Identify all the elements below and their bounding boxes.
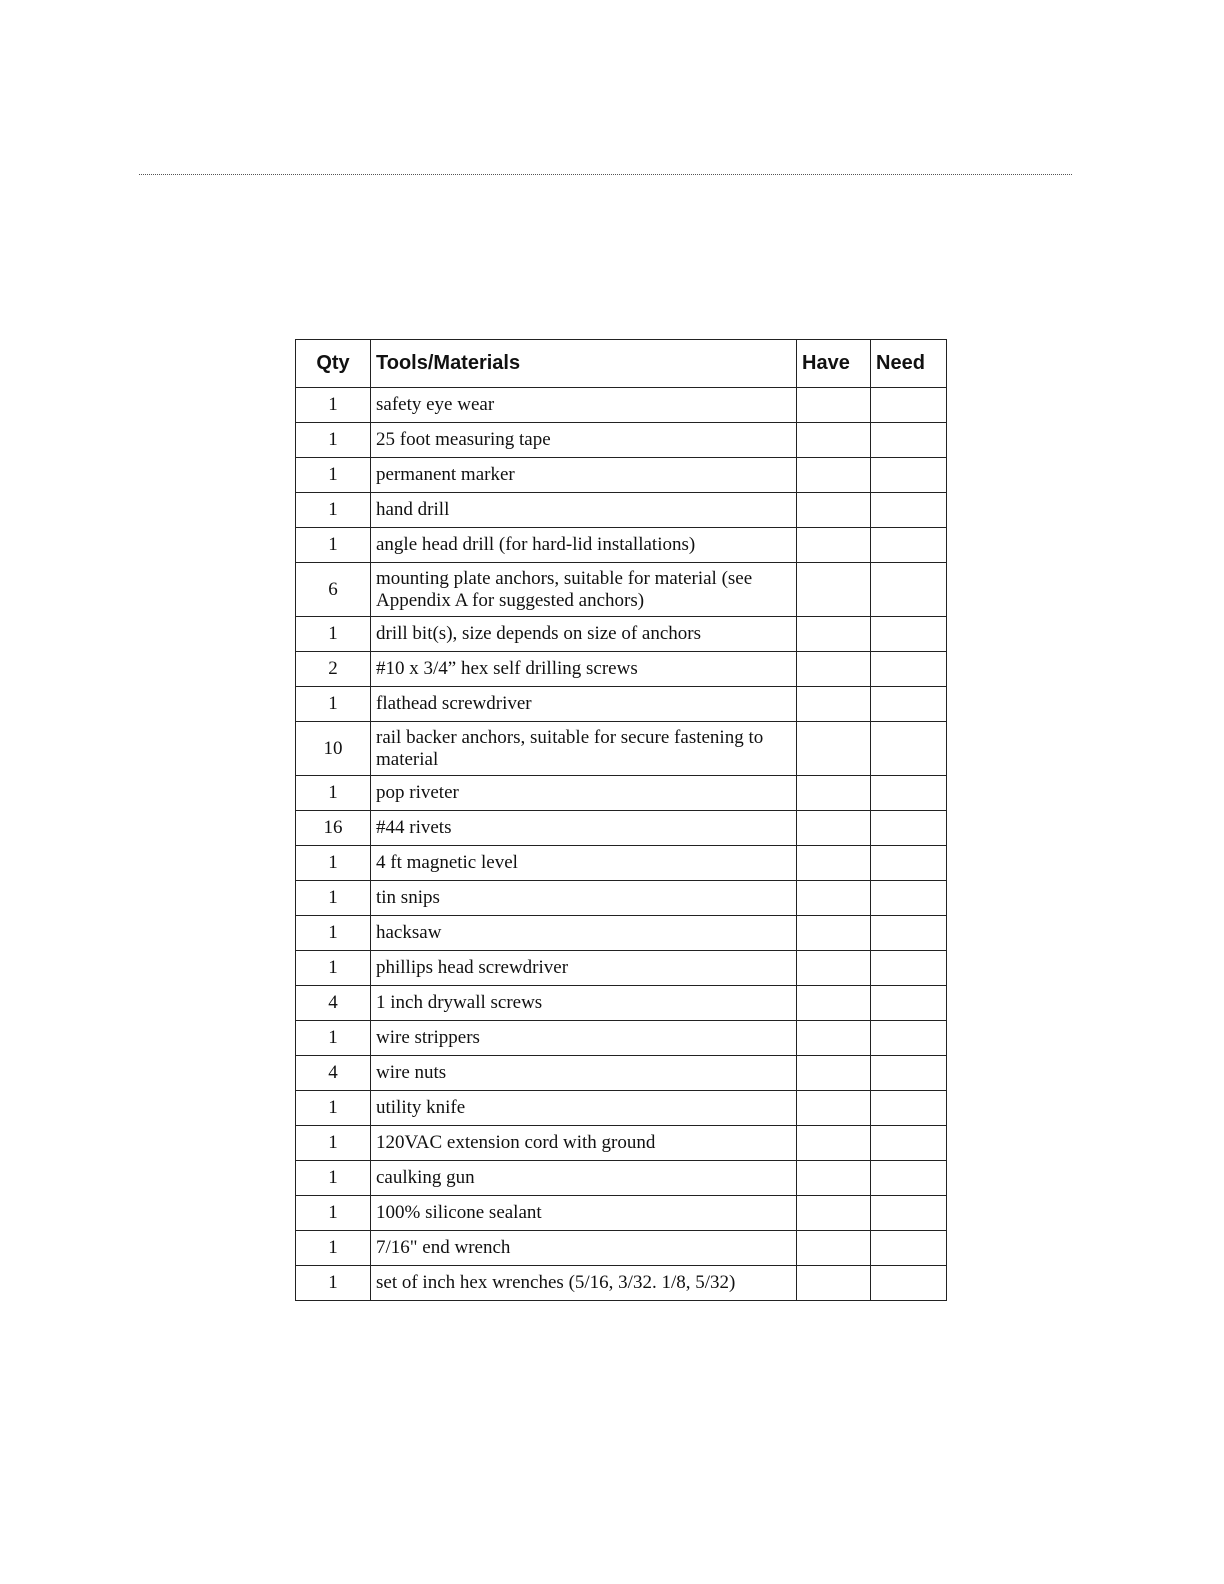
item-cell: caulking gun: [371, 1161, 797, 1196]
table-row: [296, 811, 947, 846]
need-cell[interactable]: [871, 652, 947, 687]
qty-cell: 2: [296, 652, 371, 687]
need-cell[interactable]: [871, 388, 947, 423]
qty-cell: 1: [296, 1266, 371, 1301]
item-cell: #44 rivets: [371, 811, 797, 846]
need-cell[interactable]: [871, 458, 947, 493]
have-cell[interactable]: [797, 493, 871, 528]
have-cell[interactable]: [797, 1196, 871, 1231]
item-cell: hacksaw: [371, 916, 797, 951]
have-cell[interactable]: [797, 1231, 871, 1266]
need-cell[interactable]: [871, 1161, 947, 1196]
table-row: [296, 1161, 947, 1196]
have-cell[interactable]: [797, 986, 871, 1021]
need-cell[interactable]: [871, 951, 947, 986]
have-cell[interactable]: [797, 423, 871, 458]
item-cell: set of inch hex wrenches (5/16, 3/32. 1/8, 5/32): [371, 1266, 797, 1301]
qty-cell: 4: [296, 986, 371, 1021]
qty-cell: 1: [296, 687, 371, 722]
item-cell: #10 x 3/4” hex self drilling screws: [371, 652, 797, 687]
table-header-row: [296, 340, 947, 388]
item-cell: angle head drill (for hard-lid installations): [371, 528, 797, 563]
item-cell: 100% silicone sealant: [371, 1196, 797, 1231]
have-cell[interactable]: [797, 1266, 871, 1301]
item-cell: mounting plate anchors, suitable for material (see Appendix A for suggested anchors): [371, 563, 797, 617]
item-cell: pop riveter: [371, 776, 797, 811]
qty-cell: 1: [296, 388, 371, 423]
table-row: [296, 846, 947, 881]
item-cell: wire nuts: [371, 1056, 797, 1091]
qty-cell: 1: [296, 493, 371, 528]
qty-cell: 1: [296, 881, 371, 916]
item-cell: tin snips: [371, 881, 797, 916]
table-row: [296, 617, 947, 652]
item-cell: safety eye wear: [371, 388, 797, 423]
item-cell: 4 ft magnetic level: [371, 846, 797, 881]
table-row: [296, 1231, 947, 1266]
need-cell[interactable]: [871, 687, 947, 722]
need-cell[interactable]: [871, 776, 947, 811]
qty-cell: 1: [296, 1196, 371, 1231]
qty-cell: 1: [296, 423, 371, 458]
have-cell[interactable]: [797, 951, 871, 986]
item-cell: 25 foot measuring tape: [371, 423, 797, 458]
qty-cell: 1: [296, 1021, 371, 1056]
table-row: [296, 458, 947, 493]
item-cell: phillips head screwdriver: [371, 951, 797, 986]
qty-cell: 1: [296, 1091, 371, 1126]
table-row: [296, 563, 947, 617]
need-cell[interactable]: [871, 846, 947, 881]
have-cell[interactable]: [797, 1021, 871, 1056]
table-row: [296, 916, 947, 951]
item-cell: 120VAC extension cord with ground: [371, 1126, 797, 1161]
qty-cell: 1: [296, 458, 371, 493]
item-cell: drill bit(s), size depends on size of anchors: [371, 617, 797, 652]
qty-cell: 1: [296, 1126, 371, 1161]
header-divider: [139, 174, 1072, 175]
table-row: [296, 687, 947, 722]
item-cell: wire strippers: [371, 1021, 797, 1056]
table-row: [296, 388, 947, 423]
table-row: [296, 986, 947, 1021]
need-cell[interactable]: [871, 1126, 947, 1161]
have-cell[interactable]: [797, 722, 871, 776]
column-header-need: Need: [871, 340, 947, 388]
have-cell[interactable]: [797, 528, 871, 563]
table-row: [296, 528, 947, 563]
table-row: [296, 1266, 947, 1301]
column-header-have: Have: [797, 340, 871, 388]
qty-cell: 1: [296, 1161, 371, 1196]
need-cell[interactable]: [871, 423, 947, 458]
item-cell: permanent marker: [371, 458, 797, 493]
qty-cell: 1: [296, 1231, 371, 1266]
table-row: [296, 951, 947, 986]
table-row: [296, 1056, 947, 1091]
table-row: [296, 423, 947, 458]
need-cell[interactable]: [871, 916, 947, 951]
need-cell[interactable]: [871, 528, 947, 563]
need-cell[interactable]: [871, 563, 947, 617]
qty-cell: 1: [296, 617, 371, 652]
tools-materials-table: [295, 339, 947, 1301]
need-cell[interactable]: [871, 811, 947, 846]
need-cell[interactable]: [871, 493, 947, 528]
need-cell[interactable]: [871, 1196, 947, 1231]
have-cell[interactable]: [797, 563, 871, 617]
table-row: [296, 776, 947, 811]
qty-cell: 1: [296, 528, 371, 563]
qty-cell: 10: [296, 722, 371, 776]
need-cell[interactable]: [871, 1021, 947, 1056]
have-cell[interactable]: [797, 388, 871, 423]
have-cell[interactable]: [797, 1161, 871, 1196]
need-cell[interactable]: [871, 1091, 947, 1126]
table-row: [296, 652, 947, 687]
qty-cell: 6: [296, 563, 371, 617]
qty-cell: 1: [296, 776, 371, 811]
table-row: [296, 1021, 947, 1056]
have-cell[interactable]: [797, 617, 871, 652]
column-header-tools-materials: Tools/Materials: [371, 340, 797, 388]
table-row: [296, 722, 947, 776]
column-header-qty: Qty: [296, 340, 371, 388]
need-cell[interactable]: [871, 986, 947, 1021]
have-cell[interactable]: [797, 776, 871, 811]
item-cell: 1 inch drywall screws: [371, 986, 797, 1021]
have-cell[interactable]: [797, 846, 871, 881]
need-cell[interactable]: [871, 1231, 947, 1266]
item-cell: utility knife: [371, 1091, 797, 1126]
need-cell[interactable]: [871, 881, 947, 916]
have-cell[interactable]: [797, 811, 871, 846]
qty-cell: 1: [296, 951, 371, 986]
item-cell: hand drill: [371, 493, 797, 528]
have-cell[interactable]: [797, 1126, 871, 1161]
need-cell[interactable]: [871, 617, 947, 652]
table-row: [296, 1091, 947, 1126]
table-row: [296, 493, 947, 528]
need-cell[interactable]: [871, 1056, 947, 1091]
table-row: [296, 881, 947, 916]
have-cell[interactable]: [797, 881, 871, 916]
have-cell[interactable]: [797, 652, 871, 687]
table-row: [296, 1126, 947, 1161]
have-cell[interactable]: [797, 1091, 871, 1126]
have-cell[interactable]: [797, 458, 871, 493]
need-cell[interactable]: [871, 722, 947, 776]
item-cell: flathead screwdriver: [371, 687, 797, 722]
have-cell[interactable]: [797, 687, 871, 722]
have-cell[interactable]: [797, 916, 871, 951]
table-row: [296, 1196, 947, 1231]
have-cell[interactable]: [797, 1056, 871, 1091]
need-cell[interactable]: [871, 1266, 947, 1301]
item-cell: 7/16" end wrench: [371, 1231, 797, 1266]
qty-cell: 4: [296, 1056, 371, 1091]
qty-cell: 16: [296, 811, 371, 846]
item-cell: rail backer anchors, suitable for secure fastening to material: [371, 722, 797, 776]
qty-cell: 1: [296, 916, 371, 951]
qty-cell: 1: [296, 846, 371, 881]
